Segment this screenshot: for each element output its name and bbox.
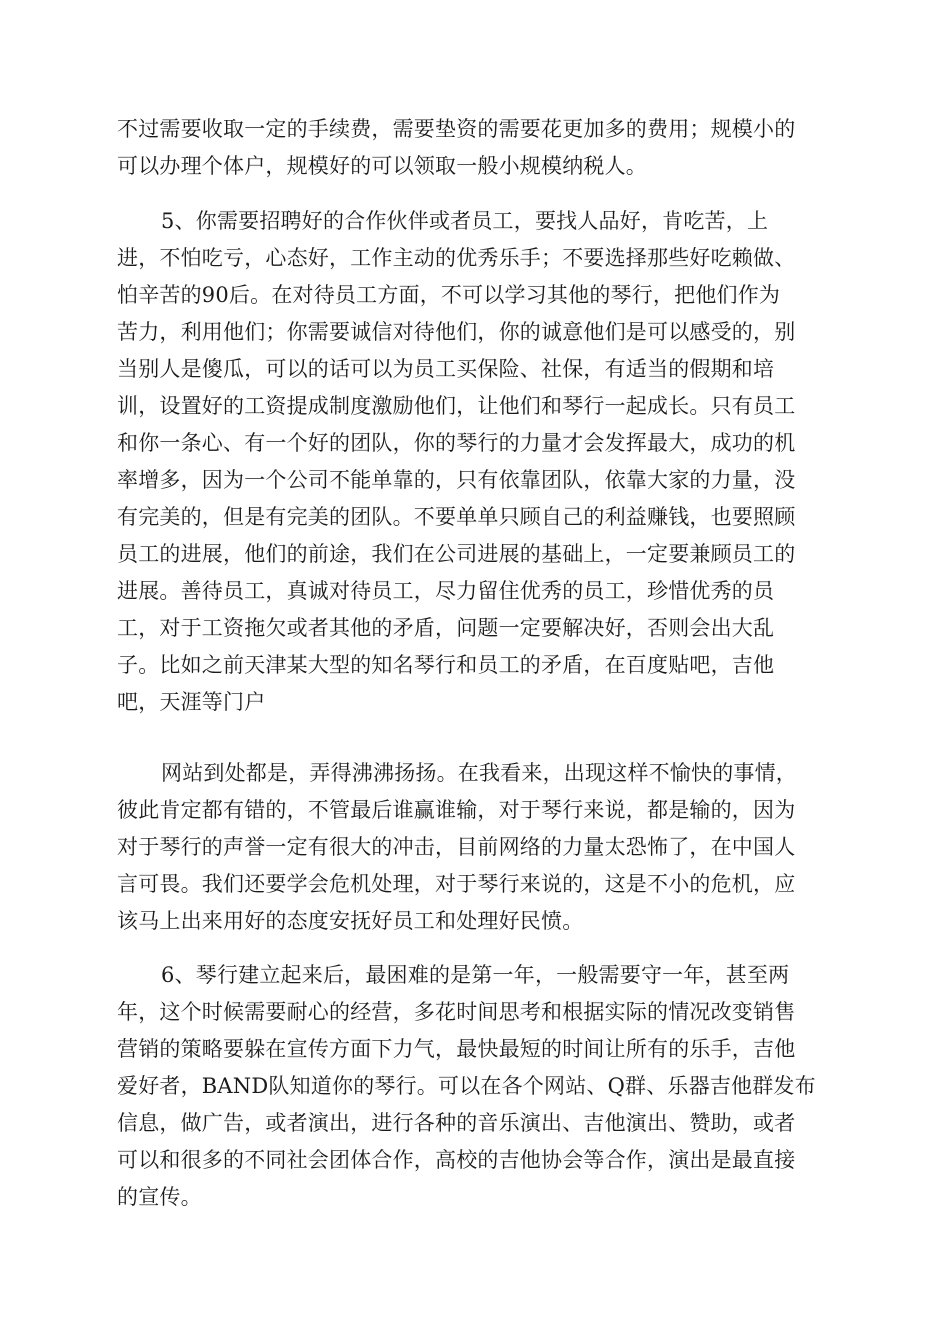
text-line: 工，对于工资拖欠或者其他的矛盾，问题一定要解决好，否则会出大乱 — [117, 616, 775, 640]
text-line: 对于琴行的声誉一定有很大的冲击，目前网络的力量太恐怖了，在中国人 — [117, 835, 796, 859]
text-line: 的宣传。 — [117, 1185, 202, 1209]
text-line: 率增多，因为一个公司不能单靠的，只有依靠团队，依靠大家的力量，没 — [117, 468, 796, 492]
paragraph-4 — [117, 957, 837, 1216]
text-line: 进，不怕吃亏，心态好，工作主动的优秀乐手；不要选择那些好吃赖做、 — [117, 246, 796, 270]
text-line: 彼此肯定都有错的，不管最后谁赢谁输，对于琴行来说，都是输的，因为 — [117, 798, 796, 822]
paragraph-2 — [117, 203, 837, 721]
text-line: 进展。善待员工，真诚对待员工，尽力留住优秀的员工，珍惜优秀的员 — [117, 579, 775, 603]
paragraph-3 — [117, 755, 837, 940]
text-line: 5、你需要招聘好的合作伙伴或者员工，要找人品好，肯吃苦，上 — [161, 209, 769, 233]
text-line: 不过需要收取一定的手续费，需要垫资的需要花更加多的费用；规模小的 — [117, 117, 796, 141]
text-line: 6、琴行建立起来后，最困难的是第一年，一般需要守一年，甚至两 — [161, 963, 790, 987]
text-line: 和你一条心、有一个好的团队，你的琴行的力量才会发挥最大，成功的机 — [117, 431, 796, 455]
text-line: 训，设置好的工资提成制度激励他们，让他们和琴行一起成长。只有员工 — [117, 394, 796, 418]
text-line: 爱好者，BAND队知道你的琴行。可以在各个网站、Q群、乐器吉他群发布 — [117, 1074, 816, 1098]
text-line: 当别人是傻瓜，可以的话可以为员工买保险、社保，有适当的假期和培 — [117, 357, 775, 381]
text-line: 员工的进展，他们的前途，我们在公司进展的基础上，一定要兼顾员工的 — [117, 542, 796, 566]
text-line: 营销的策略要躲在宣传方面下力气，最快最短的时间让所有的乐手，吉他 — [117, 1037, 796, 1061]
text-line: 吧，天涯等门户 — [117, 690, 266, 714]
text-line: 言可畏。我们还要学会危机处理，对于琴行来说的，这是不小的危机，应 — [117, 872, 796, 896]
text-line: 可以和很多的不同社会团体合作，高校的吉他协会等合作，演出是最直接 — [117, 1148, 796, 1172]
text-line: 年，这个时候需要耐心的经营，多花时间思考和根据实际的情况改变销售 — [117, 1000, 796, 1024]
text-line: 网站到处都是，弄得沸沸扬扬。在我看来，出现这样不愉快的事情， — [161, 761, 797, 785]
text-line: 有完美的，但是有完美的团队。不要单单只顾自己的利益赚钱，也要照顾 — [117, 505, 796, 529]
text-line: 可以办理个体户，规模好的可以领取一般小规模纳税人。 — [117, 154, 647, 178]
text-line: 子。比如之前天津某大型的知名琴行和员工的矛盾，在百度贴吧，吉他 — [117, 653, 775, 677]
text-line: 该马上出来用好的态度安抚好员工和处理好民愤。 — [117, 909, 584, 933]
paragraph-1 — [117, 111, 837, 185]
text-line: 苦力，利用他们；你需要诚信对待他们，你的诚意他们是可以感受的，别 — [117, 320, 796, 344]
text-line: 怕辛苦的90后。在对待员工方面，不可以学习其他的琴行，把他们作为 — [117, 283, 781, 307]
text-line: 信息，做广告，或者演出，进行各种的音乐演出、吉他演出、赞助，或者 — [117, 1111, 796, 1135]
